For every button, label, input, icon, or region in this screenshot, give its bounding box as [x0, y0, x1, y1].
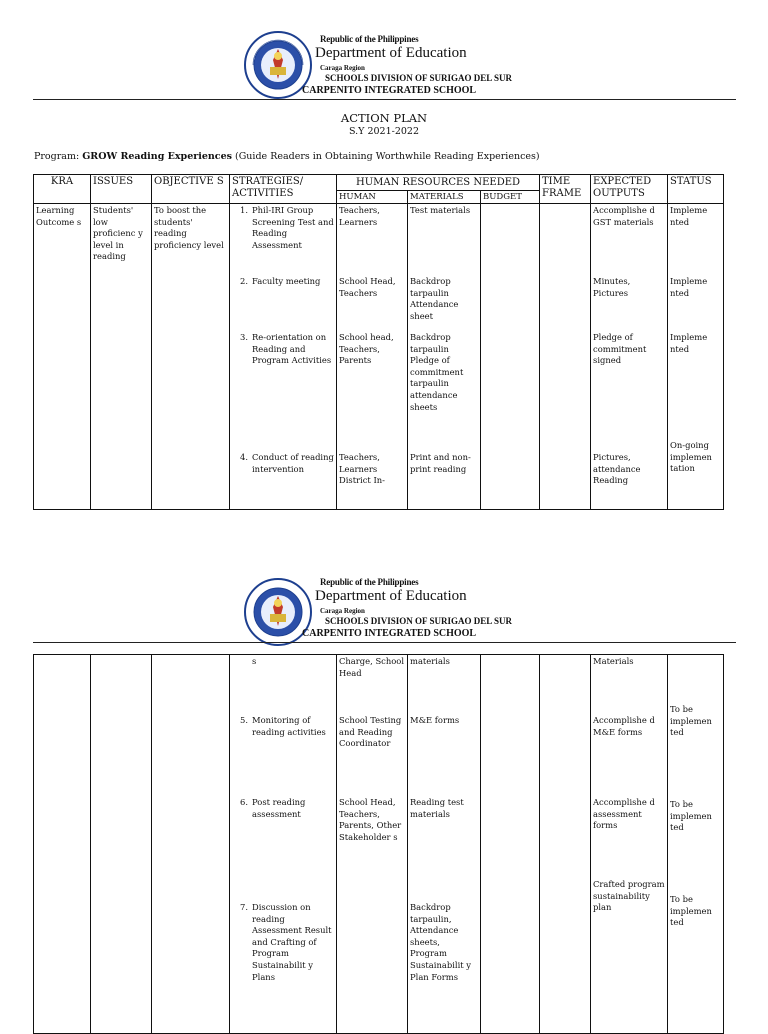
activity-item: 6. Post reading assessment	[240, 797, 306, 819]
kra-cell: Learning Outcome s	[34, 204, 91, 510]
division-line: SCHOOLS DIVISION OF SURIGAO DEL SUR	[325, 73, 512, 83]
header-hr-needed: HUMAN RESOURCES NEEDED	[337, 175, 540, 191]
header-divider	[33, 642, 736, 643]
header-status: STATUS	[668, 175, 724, 204]
header-budget: BUDGET	[481, 191, 540, 204]
header-strategies: STRATEGIES/ ACTIVITIES	[230, 175, 337, 204]
outputs-cell: Materials Accomplishe d M&E forms Accomplishe d assessment forms Crafted program sustainability plan	[591, 655, 668, 1034]
letterhead-page-1	[0, 0, 768, 100]
header-expected-outputs: EXPECTED OUTPUTS	[591, 175, 668, 204]
school-line: CARPENITO INTEGRATED SCHOOL	[302, 85, 477, 96]
human-cell: Teachers, Learners School Head, Teachers School head, Teachers, Parents Teachers, Learners District In-	[337, 204, 408, 510]
objectives-cell: To boost the students' reading proficiency level	[152, 204, 230, 510]
kra-cell	[34, 655, 91, 1034]
status-cell: Impleme nted Impleme nted Impleme nted On-going implemen tation	[668, 204, 724, 510]
action-plan-table-page-2	[33, 654, 724, 1034]
program-description: (Guide Readers in Obtaining Worthwhile Reading Experiences)	[235, 151, 540, 162]
activity-item: 7. Discussion on reading Assessment Result and Crafting of Program Sustainabilit y Plans	[240, 902, 332, 982]
issues-cell: Students' low proficienc y level in reading	[91, 204, 152, 510]
division-line: SCHOOLS DIVISION OF SURIGAO DEL SUR	[325, 616, 512, 626]
region-line: Caraga Region	[320, 607, 365, 615]
action-plan-table-page-1	[33, 174, 724, 510]
republic-line: Republic of the Philippines	[320, 577, 419, 587]
issues-cell	[91, 655, 152, 1034]
department-line: Department of Education	[315, 588, 467, 604]
strategies-cell	[230, 655, 337, 1034]
header-objectives: OBJECTIVE S	[152, 175, 230, 204]
header-divider	[33, 99, 736, 100]
region-line: Caraga Region	[320, 64, 365, 72]
school-year: S.Y 2021-2022	[348, 126, 420, 137]
budget-cell	[481, 655, 540, 1034]
time-frame-cell	[540, 655, 591, 1034]
activity-item: 2. Faculty meeting	[240, 276, 321, 286]
time-frame-cell	[540, 204, 591, 510]
activity-item: 1. Phil-IRI Group Screening Test and Reading Assessment	[240, 205, 334, 250]
header-issues: ISSUES	[91, 175, 152, 204]
status-cell: To be implemen ted To be implemen ted To be implemen ted	[668, 655, 724, 1034]
outputs-cell: Accomplishe d GST materials Minutes, Pictures Pledge of commitment signed Pictures, attendance Reading	[591, 204, 668, 510]
human-cell: Charge, School Head School Testing and Reading Coordinator School Head, Teachers, Parents, Other Stakeholder s	[337, 655, 408, 1034]
header-time-frame: TIME FRAME	[540, 175, 591, 204]
materials-cell: Test materials Backdrop tarpaulin Attendance sheet Backdrop tarpaulin Pledge of commitment tarpaulin attendance sheets Print and non-print reading	[408, 204, 481, 510]
header-materials: MATERIALS	[408, 191, 481, 204]
header-human: HUMAN	[337, 191, 408, 204]
program-name: GROW Reading Experiences	[82, 151, 232, 162]
activity-item: 3. Re-orientation on Reading and Program Activities	[240, 332, 332, 366]
budget-cell	[481, 204, 540, 510]
activity-item: s	[252, 656, 257, 666]
activity-item: 5. Monitoring of reading activities	[240, 715, 326, 737]
letterhead-page-2	[0, 547, 768, 647]
school-line: CARPENITO INTEGRATED SCHOOL	[302, 628, 477, 639]
program-label: Program:	[34, 151, 80, 162]
department-line: Department of Education	[315, 45, 467, 61]
program-line	[34, 151, 540, 162]
strategies-cell	[230, 204, 337, 510]
republic-line: Republic of the Philippines	[320, 34, 419, 44]
objectives-cell	[152, 655, 230, 1034]
document-title: ACTION PLAN	[340, 111, 428, 125]
activity-item: 4. Conduct of reading intervention	[240, 452, 334, 474]
materials-cell: materials M&E forms Reading test materials Backdrop tarpaulin, Attendance sheets, Program Sustainabilit y Plan Forms	[408, 655, 481, 1034]
header-kra: KRA	[34, 175, 91, 204]
